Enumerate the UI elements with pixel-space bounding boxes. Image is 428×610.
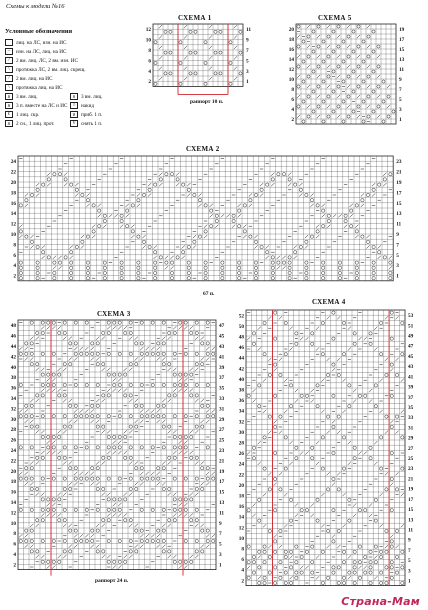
row-number-right: 45 bbox=[408, 353, 414, 360]
row-number-left: 34 bbox=[238, 408, 244, 415]
stitch-symbol-icon: \ bbox=[5, 66, 13, 73]
row-number-right: 47 bbox=[408, 343, 414, 350]
row-number-right: 27 bbox=[219, 427, 225, 434]
legend-item bbox=[5, 102, 68, 109]
row-number-right: 37 bbox=[408, 394, 414, 401]
row-number-right: 31 bbox=[408, 425, 414, 432]
row-number-left: 10 bbox=[145, 37, 151, 44]
row-number-right: 21 bbox=[396, 169, 402, 176]
legend-item-label: протяжка ЛС, 2 вм. лиц. скрещ. bbox=[16, 66, 86, 73]
row-number-right: 7 bbox=[219, 531, 222, 538]
row-number-right: 5 bbox=[408, 558, 411, 565]
schema1-title: СХЕМА 1 bbox=[178, 14, 212, 22]
row-number-left: 46 bbox=[238, 345, 244, 352]
schema4-chart bbox=[234, 308, 422, 598]
row-number-left: 28 bbox=[10, 427, 16, 434]
legend-item-label: 2 сн., 1 лиц. прот. bbox=[16, 120, 55, 127]
row-number-right: 43 bbox=[219, 344, 225, 350]
row-number-right: 5 bbox=[396, 252, 399, 259]
page-title: Схемы к модели №16 bbox=[6, 3, 65, 10]
row-number-right: 17 bbox=[219, 479, 225, 486]
row-number-right: 53 bbox=[408, 313, 414, 320]
row-number-right: 15 bbox=[408, 507, 414, 514]
schema4-title: СХЕМА 4 bbox=[312, 298, 346, 306]
row-number-left: 42 bbox=[10, 354, 16, 361]
row-number-left: 16 bbox=[10, 489, 16, 496]
schema5-title: СХЕМА 5 bbox=[318, 14, 352, 22]
legend-item-label: 3 п. вместе на ЛС и ИС bbox=[16, 102, 68, 109]
row-number-left: 26 bbox=[238, 451, 244, 458]
legend-item bbox=[70, 111, 130, 118]
stitch-symbol-icon: V bbox=[70, 120, 78, 127]
row-number-right: 9 bbox=[399, 77, 402, 83]
row-number-right: 35 bbox=[408, 404, 414, 411]
row-number-right: 49 bbox=[408, 333, 414, 340]
row-number-left: 2 bbox=[13, 273, 16, 280]
row-number-left: 20 bbox=[288, 27, 294, 33]
row-number-right: 7 bbox=[396, 242, 399, 249]
stitch-symbol-icon: ∧ bbox=[70, 93, 78, 100]
row-number-left: 6 bbox=[241, 557, 244, 564]
legend-item-label: приб. 1 п. bbox=[81, 111, 103, 118]
legend-item bbox=[5, 74, 130, 83]
row-number-left: 50 bbox=[238, 323, 244, 330]
stitch-symbol-icon: – bbox=[5, 48, 13, 55]
stitch-symbol-icon bbox=[5, 39, 13, 46]
legend-item-label: снять 1 п. bbox=[81, 120, 103, 127]
row-number-left: 32 bbox=[10, 406, 16, 413]
row-number-right: 13 bbox=[399, 57, 405, 63]
row-number-left: 34 bbox=[10, 396, 16, 402]
legend-item-pair bbox=[5, 92, 130, 101]
row-number-left: 20 bbox=[10, 180, 16, 186]
row-number-left: 20 bbox=[10, 468, 16, 475]
schema3-repeat-label: раппорт 24 п. bbox=[95, 578, 129, 584]
row-number-right: 9 bbox=[408, 537, 411, 544]
legend-item bbox=[70, 102, 130, 109]
row-number-right: 37 bbox=[219, 375, 225, 382]
row-number-left: 10 bbox=[238, 535, 244, 542]
row-number-left: 28 bbox=[238, 440, 244, 447]
stitch-symbol-icon: ○ bbox=[70, 102, 78, 109]
row-number-left: 24 bbox=[238, 461, 244, 468]
row-number-left: 14 bbox=[288, 57, 294, 63]
row-number-right: 9 bbox=[219, 520, 222, 527]
row-number-right: 19 bbox=[408, 486, 414, 493]
row-number-left: 24 bbox=[10, 159, 16, 166]
schema5-chart bbox=[286, 22, 422, 126]
row-number-left: 10 bbox=[10, 232, 16, 238]
legend-item-label: 2 вм. лиц. ЛС, 2 вм. изн. ИС bbox=[16, 57, 78, 64]
row-number-left: 42 bbox=[238, 366, 244, 373]
stitch-symbol-icon: ∧ bbox=[5, 120, 13, 127]
row-number-left: 32 bbox=[238, 419, 244, 426]
row-number-left: 48 bbox=[238, 334, 244, 341]
row-number-left: 12 bbox=[288, 67, 294, 73]
row-number-left: 22 bbox=[238, 472, 244, 479]
legend-item-label: накид bbox=[81, 102, 95, 109]
row-number-left: 18 bbox=[238, 493, 244, 500]
legend-item bbox=[5, 65, 130, 74]
legend-item bbox=[5, 111, 65, 118]
row-number-right: 5 bbox=[399, 97, 402, 103]
row-number-left: 6 bbox=[13, 252, 16, 259]
legend-item bbox=[5, 83, 130, 92]
row-number-right: 15 bbox=[399, 47, 405, 53]
row-number-left: 44 bbox=[238, 355, 244, 362]
row-number-left: 44 bbox=[10, 344, 16, 350]
row-number-right: 11 bbox=[396, 221, 402, 228]
schema2-stitch-count: 67 п. bbox=[203, 291, 215, 297]
row-number-right: 7 bbox=[399, 87, 402, 93]
legend-item-label: 3 вм. лиц. bbox=[81, 93, 103, 100]
legend-title: Условные обозначения bbox=[5, 28, 73, 35]
legend-item-label: 1 лиц. скр. bbox=[16, 111, 40, 118]
stitch-symbol-icon: ∧ bbox=[5, 93, 13, 100]
legend-item bbox=[5, 47, 130, 56]
row-number-right: 11 bbox=[219, 510, 225, 517]
row-number-right: 13 bbox=[219, 500, 225, 506]
row-number-right: 1 bbox=[396, 273, 399, 280]
row-number-left: 8 bbox=[291, 87, 294, 93]
row-number-right: 9 bbox=[396, 232, 399, 238]
legend-item-label: протяжка лиц. на ИС bbox=[16, 84, 63, 91]
row-number-right: 31 bbox=[219, 406, 225, 413]
row-number-right: 13 bbox=[408, 517, 414, 524]
row-number-left: 10 bbox=[10, 520, 16, 527]
row-number-right: 3 bbox=[399, 107, 402, 113]
row-number-right: 29 bbox=[408, 435, 414, 442]
row-number-left: 8 bbox=[148, 48, 151, 54]
row-number-left: 2 bbox=[241, 578, 244, 585]
row-number-right: 11 bbox=[246, 27, 252, 34]
row-number-left: 4 bbox=[291, 107, 294, 113]
schema3-title: СХЕМА 3 bbox=[97, 310, 131, 318]
stitch-symbol-icon: \ bbox=[5, 84, 13, 91]
legend-item bbox=[5, 38, 130, 47]
row-number-left: 2 bbox=[148, 79, 151, 86]
row-number-left: 2 bbox=[291, 117, 294, 123]
legend-item-label: 2 вм. лиц. на ИС bbox=[16, 75, 53, 82]
row-number-right: 5 bbox=[246, 58, 249, 65]
row-number-right: 11 bbox=[399, 67, 405, 73]
row-number-right: 1 bbox=[399, 117, 402, 123]
row-number-left: 20 bbox=[238, 482, 244, 489]
row-number-right: 39 bbox=[408, 384, 414, 391]
row-number-left: 8 bbox=[241, 546, 244, 553]
row-number-right: 11 bbox=[408, 527, 414, 534]
schema1-repeat-label: раппорт 10 п. bbox=[190, 99, 224, 105]
row-number-right: 33 bbox=[408, 415, 414, 422]
row-number-right: 17 bbox=[408, 496, 414, 503]
legend bbox=[5, 28, 130, 128]
stitch-symbol-icon: ⁄ bbox=[5, 75, 13, 82]
row-number-left: 12 bbox=[145, 27, 151, 34]
schema3-chart bbox=[6, 318, 226, 586]
row-number-right: 5 bbox=[219, 541, 222, 548]
row-number-right: 15 bbox=[396, 200, 402, 207]
watermark-logo bbox=[341, 595, 420, 608]
stitch-symbol-icon: ∧ bbox=[5, 102, 13, 109]
row-number-right: 7 bbox=[408, 547, 411, 554]
row-number-left: 46 bbox=[10, 333, 16, 340]
row-number-right: 19 bbox=[396, 180, 402, 186]
row-number-left: 12 bbox=[238, 525, 244, 532]
row-number-right: 1 bbox=[246, 79, 249, 86]
row-number-right: 43 bbox=[408, 364, 414, 371]
row-number-right: 29 bbox=[219, 416, 225, 423]
row-number-right: 39 bbox=[219, 364, 225, 371]
row-number-left: 10 bbox=[288, 77, 294, 83]
row-number-left: 6 bbox=[148, 58, 151, 65]
row-number-right: 15 bbox=[219, 489, 225, 496]
row-number-right: 23 bbox=[408, 466, 414, 473]
legend-item-label: 3 вм. лиц. bbox=[16, 93, 38, 100]
row-number-right: 1 bbox=[408, 578, 411, 585]
row-number-left: 16 bbox=[10, 200, 16, 207]
row-number-left: 26 bbox=[10, 437, 16, 444]
schema2-chart bbox=[8, 154, 420, 286]
row-number-right: 35 bbox=[219, 385, 225, 392]
row-number-left: 22 bbox=[10, 169, 16, 176]
row-number-right: 13 bbox=[396, 211, 402, 218]
row-number-left: 18 bbox=[288, 37, 294, 43]
legend-item bbox=[5, 120, 65, 127]
row-number-right: 25 bbox=[408, 456, 414, 463]
row-number-left: 36 bbox=[238, 398, 244, 405]
grid-lines bbox=[296, 24, 396, 124]
row-number-left: 14 bbox=[10, 500, 16, 506]
row-number-left: 4 bbox=[241, 567, 244, 574]
row-number-left: 18 bbox=[10, 190, 16, 197]
row-number-right: 41 bbox=[408, 374, 414, 381]
row-number-right: 3 bbox=[246, 68, 249, 75]
row-number-right: 21 bbox=[408, 476, 414, 483]
row-number-right: 17 bbox=[396, 190, 402, 197]
row-number-left: 18 bbox=[10, 479, 16, 486]
row-number-right: 47 bbox=[219, 323, 225, 330]
legend-item bbox=[70, 93, 130, 100]
row-number-left: 14 bbox=[10, 211, 16, 218]
row-number-right: 41 bbox=[219, 354, 225, 361]
schema2-title: СХЕМА 2 bbox=[186, 145, 220, 153]
row-number-right: 45 bbox=[219, 333, 225, 340]
row-number-left: 2 bbox=[13, 562, 16, 569]
legend-item-label: изн. на ЛС, лиц. на ИС bbox=[16, 48, 67, 55]
row-number-right: 27 bbox=[408, 445, 414, 452]
row-number-left: 30 bbox=[10, 416, 16, 423]
row-number-right: 19 bbox=[219, 468, 225, 475]
row-number-right: 9 bbox=[246, 37, 249, 44]
row-number-left: 4 bbox=[13, 263, 16, 270]
legend-item bbox=[5, 93, 65, 100]
row-number-left: 8 bbox=[13, 531, 16, 538]
watermark-text: Страна-Мам bbox=[341, 595, 420, 608]
row-number-left: 52 bbox=[238, 313, 244, 320]
row-number-right: 33 bbox=[219, 396, 225, 402]
row-number-right: 3 bbox=[408, 568, 411, 575]
stitch-symbol-icon: ∨ bbox=[70, 111, 78, 118]
stitch-symbol-icon: ⁄ bbox=[5, 57, 13, 64]
legend-item bbox=[5, 56, 130, 65]
row-number-left: 24 bbox=[10, 448, 16, 454]
row-number-right: 21 bbox=[219, 458, 225, 465]
row-number-left: 4 bbox=[13, 552, 16, 558]
legend-item-label: лиц. на ЛС, изн. на ИС bbox=[16, 39, 67, 46]
schema1-chart bbox=[143, 22, 253, 90]
row-number-left: 4 bbox=[148, 68, 151, 75]
row-number-left: 16 bbox=[238, 504, 244, 511]
legend-item-pair bbox=[5, 119, 130, 128]
row-number-right: 23 bbox=[396, 159, 402, 166]
row-number-left: 30 bbox=[238, 429, 244, 436]
row-number-right: 1 bbox=[219, 562, 222, 569]
row-number-left: 12 bbox=[10, 221, 16, 228]
row-number-left: 12 bbox=[10, 510, 16, 517]
row-number-right: 23 bbox=[219, 448, 225, 454]
row-number-left: 8 bbox=[13, 242, 16, 249]
row-number-left: 36 bbox=[10, 385, 16, 392]
row-number-right: 3 bbox=[396, 263, 399, 270]
row-number-right: 17 bbox=[399, 37, 405, 43]
row-number-left: 16 bbox=[288, 47, 294, 53]
row-number-right: 25 bbox=[219, 437, 225, 444]
row-number-left: 40 bbox=[238, 376, 244, 383]
row-number-left: 38 bbox=[238, 387, 244, 394]
row-number-right: 51 bbox=[408, 323, 414, 330]
legend-item bbox=[70, 120, 130, 127]
row-number-right: 19 bbox=[399, 27, 405, 33]
row-number-left: 6 bbox=[291, 97, 294, 103]
row-number-left: 38 bbox=[10, 375, 16, 382]
legend-item-pair bbox=[5, 110, 130, 119]
row-number-right: 7 bbox=[246, 48, 249, 54]
row-number-right: 3 bbox=[219, 552, 222, 558]
row-number-left: 6 bbox=[13, 541, 16, 548]
legend-item-pair bbox=[5, 101, 130, 110]
row-number-left: 14 bbox=[238, 514, 244, 521]
row-number-left: 48 bbox=[10, 323, 16, 330]
row-number-left: 22 bbox=[10, 458, 16, 465]
stitch-symbol-icon: ℓ bbox=[5, 111, 13, 118]
row-number-left: 40 bbox=[10, 364, 16, 371]
